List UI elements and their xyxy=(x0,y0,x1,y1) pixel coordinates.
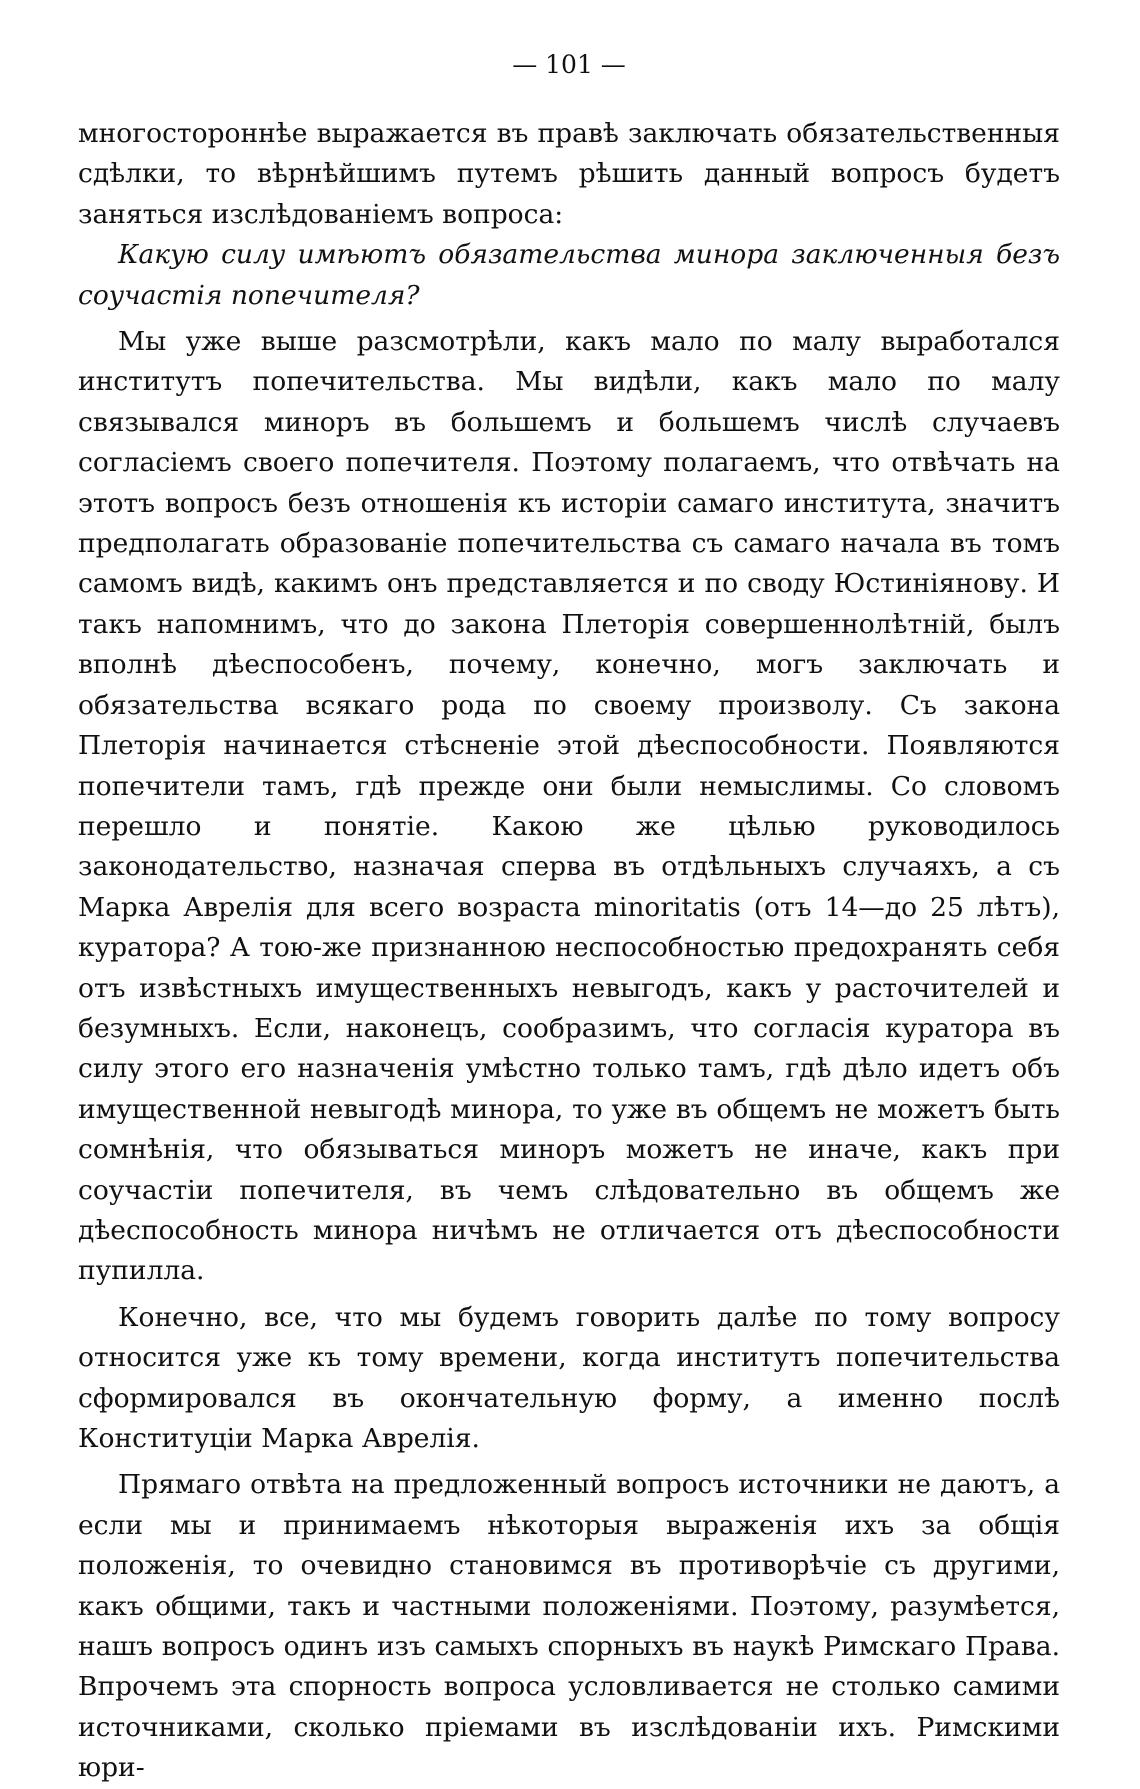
paragraph-sources: Прямаго отвѣта на предложенный вопросъ источники не даютъ, а если мы и принимаемъ нѣкоторыя выраженія ихъ за общія положенія, то очевидно становимся въ противорѣчіе съ другими, какъ общими, такъ и частными положеніями. Поэтому, разумѣется, нашъ вопросъ одинъ изъ самыхъ спорныхъ въ наукѣ Римскаго Права. Впрочемъ эта спорность вопроса условливается не столько самими источниками, сколько пріемами въ изслѣдованіи ихъ. Римскими юри- xyxy=(78,1469,1060,1784)
paragraph-continuation: многостороннѣе выражается въ правѣ заключать обязательственныя сдѣлки, то вѣрнѣйшимъ путемъ рѣшить данный вопросъ будетъ заняться изслѣдованіемъ вопроса: xyxy=(78,118,1060,230)
paragraph-main: Мы уже выше разсмотрѣли, какъ мало по малу выработался институтъ попечительства. Мы видѣли, какъ мало по малу связывался миноръ въ большемъ и большемъ числѣ случаевъ согласіемъ своего попечителя. Поэтому полагаемъ, что отвѣчать на этотъ вопросъ безъ отношенія къ исторіи самаго института, значитъ предполагать образованіе попечительства съ самаго начала въ томъ самомъ видѣ, какимъ онъ представляется и по своду Юстиніянову. И такъ напомнимъ, что до закона Плеторія совершеннолѣтній, былъ вполнѣ дѣеспособенъ, почему, конечно, могъ заключать и обязательства всякаго рода по своему произволу. Съ закона Плеторія начинается стѣсненіе этой дѣеспособности. Появляются попечители тамъ, гдѣ прежде они были немыслимы. Со словомъ перешло и понятіе. Какою же цѣлью руководилось законодательство, назначая сперва въ отдѣльныхъ случаяхъ, а съ Марка Аврелія для всего возраста minoritatis (отъ 14—до 25 лѣтъ), куратора? А тою-же признанною неспособностью предохранять себя отъ извѣстныхъ имущественныхъ невыгодъ, какъ у расточителей и безумныхъ. Если, наконецъ, сообразимъ, что согласія куратора въ силу этого его назначенія умѣстно только тамъ, гдѣ дѣло идетъ объ имущественной невыгодѣ минора, то уже въ общемъ не можетъ быть сомнѣнія, что обязываться миноръ можетъ не иначе, какъ при соучастіи попечителя, въ чемъ слѣдовательно въ общемъ же дѣеспособность минора ничѣмъ не отличается отъ дѣеспособности пупилла. xyxy=(78,326,1060,1287)
page-number: — 101 — xyxy=(512,50,626,79)
paragraph-question: Какую силу имѣютъ обязательства минора заключенныя безъ соучастія попечителя? xyxy=(78,239,1060,311)
book-page xyxy=(78,46,1060,1789)
paragraph-constitution: Конечно, все, что мы будемъ говорить далѣе по тому вопросу относится уже къ тому времени, когда институтъ попечительства сформировался въ окончательную форму, а именно послѣ Конституціи Марка Аврелія. xyxy=(78,1301,1060,1454)
